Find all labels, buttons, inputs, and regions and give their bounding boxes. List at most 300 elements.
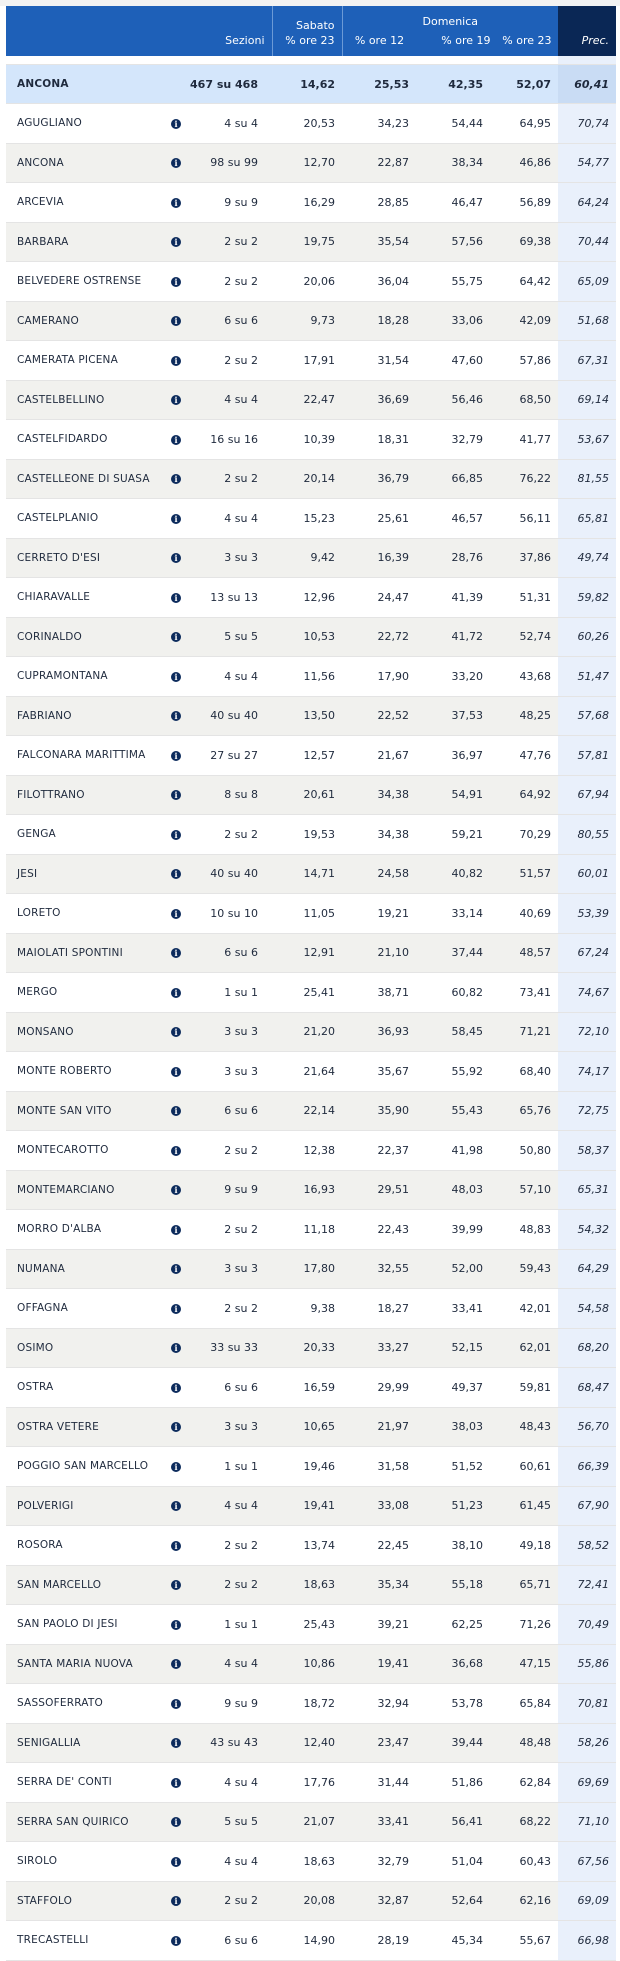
dom-19-cell: 55,43 (416, 1091, 490, 1131)
sabato-cell: 25,43 (272, 1605, 342, 1645)
info-icon-cell (166, 736, 186, 776)
comune-name: JESI (6, 854, 166, 894)
sabato-cell: 11,18 (272, 1210, 342, 1250)
comune-name: ARCEVIA (6, 183, 166, 223)
table-row (6, 499, 616, 539)
table-row (6, 1170, 616, 1210)
comune-name: SIROLO (6, 1842, 166, 1882)
dom-12-cell: 29,51 (342, 1170, 416, 1210)
info-icon[interactable]: i (171, 869, 181, 879)
dom-23-cell: 48,43 (490, 1407, 558, 1447)
dom-19-cell: 41,72 (416, 617, 490, 657)
info-icon[interactable]: i (171, 1541, 181, 1551)
table-row (6, 1842, 616, 1882)
info-icon-cell (166, 262, 186, 302)
sabato-cell: 10,86 (272, 1644, 342, 1684)
info-icon-cell (166, 696, 186, 736)
info-icon-cell (166, 933, 186, 973)
comune-name: SASSOFERRATO (6, 1684, 166, 1724)
prec-cell: 54,32 (558, 1210, 616, 1250)
table-row (6, 143, 616, 183)
info-icon[interactable]: i (171, 237, 181, 247)
comune-name: SAN PAOLO DI JESI (6, 1605, 166, 1645)
dom-23-cell: 51,57 (490, 854, 558, 894)
info-icon-cell (166, 578, 186, 618)
dom-12-cell: 35,90 (342, 1091, 416, 1131)
sabato-cell: 13,74 (272, 1526, 342, 1566)
dom-19-cell: 59,21 (416, 815, 490, 855)
prec-cell: 72,75 (558, 1091, 616, 1131)
dom-19-cell: 33,41 (416, 1289, 490, 1329)
sabato-cell: 16,29 (272, 183, 342, 223)
dom-12-cell: 32,94 (342, 1684, 416, 1724)
info-icon[interactable]: i (171, 1501, 181, 1511)
sabato-cell: 16,93 (272, 1170, 342, 1210)
prec-cell: 70,74 (558, 104, 616, 144)
info-icon[interactable]: i (171, 1778, 181, 1788)
sabato-cell: 9,42 (272, 538, 342, 578)
header-dom-12: % ore 12 (354, 34, 405, 47)
info-icon[interactable]: i (171, 790, 181, 800)
info-icon[interactable]: i (171, 672, 181, 682)
comune-name: FALCONARA MARITTIMA (6, 736, 166, 776)
dom-19-cell: 62,25 (416, 1605, 490, 1645)
sezioni-cell: 2 su 2 (186, 1131, 272, 1171)
info-icon-cell (166, 1684, 186, 1724)
comune-name: FILOTTRANO (6, 775, 166, 815)
sezioni-cell: 4 su 4 (186, 380, 272, 420)
dom-12-cell: 35,54 (342, 222, 416, 262)
prec-cell: 70,49 (558, 1605, 616, 1645)
table-row (6, 1249, 616, 1289)
dom-19-cell: 66,85 (416, 459, 490, 499)
sezioni-cell: 5 su 5 (186, 617, 272, 657)
table-row (6, 1605, 616, 1645)
sabato-cell: 19,46 (272, 1447, 342, 1487)
info-icon[interactable]: i (171, 1620, 181, 1630)
comune-name: CERRETO D'ESI (6, 538, 166, 578)
info-icon[interactable]: i (171, 1067, 181, 1077)
total-name: ANCONA (6, 65, 166, 104)
info-icon[interactable]: i (171, 830, 181, 840)
sabato-cell: 13,50 (272, 696, 342, 736)
info-icon[interactable]: i (171, 158, 181, 168)
info-icon[interactable]: i (171, 751, 181, 761)
dom-19-cell: 51,86 (416, 1763, 490, 1803)
info-icon-cell (166, 301, 186, 341)
prec-cell: 57,68 (558, 696, 616, 736)
dom-23-cell: 56,89 (490, 183, 558, 223)
sezioni-cell: 5 su 5 (186, 1802, 272, 1842)
dom-19-cell: 54,44 (416, 104, 490, 144)
table-row (6, 775, 616, 815)
sabato-cell: 20,14 (272, 459, 342, 499)
prec-cell: 66,98 (558, 1921, 616, 1961)
prec-cell: 74,17 (558, 1052, 616, 1092)
dom-12-cell: 36,04 (342, 262, 416, 302)
info-icon[interactable]: i (171, 277, 181, 287)
sezioni-cell: 33 su 33 (186, 1328, 272, 1368)
dom-12-cell: 24,47 (342, 578, 416, 618)
dom-23-cell: 76,22 (490, 459, 558, 499)
sabato-cell: 12,40 (272, 1723, 342, 1763)
dom-12-cell: 23,47 (342, 1723, 416, 1763)
info-icon[interactable]: i (171, 1817, 181, 1827)
table-row (6, 104, 616, 144)
dom-19-cell: 57,56 (416, 222, 490, 262)
comune-name: MONTE SAN VITO (6, 1091, 166, 1131)
sezioni-cell: 2 su 2 (186, 815, 272, 855)
table-row (6, 1091, 616, 1131)
dom-23-cell: 62,01 (490, 1328, 558, 1368)
comune-name: POGGIO SAN MARCELLO (6, 1447, 166, 1487)
comune-name: MONTECAROTTO (6, 1131, 166, 1171)
dom-23-cell: 65,76 (490, 1091, 558, 1131)
prec-cell: 70,44 (558, 222, 616, 262)
table-row (6, 341, 616, 381)
info-icon[interactable]: i (171, 1936, 181, 1946)
dom-23-cell: 65,71 (490, 1565, 558, 1605)
dom-19-cell: 38,10 (416, 1526, 490, 1566)
turnout-table (6, 6, 616, 1961)
info-icon[interactable]: i (171, 553, 181, 563)
info-icon-cell (166, 380, 186, 420)
dom-19-cell: 55,75 (416, 262, 490, 302)
dom-12-cell: 24,58 (342, 854, 416, 894)
dom-23-cell: 70,29 (490, 815, 558, 855)
sezioni-cell: 6 su 6 (186, 1368, 272, 1408)
sezioni-cell: 4 su 4 (186, 657, 272, 697)
dom-19-cell: 41,98 (416, 1131, 490, 1171)
dom-12-cell: 33,27 (342, 1328, 416, 1368)
dom-12-cell: 21,67 (342, 736, 416, 776)
info-icon[interactable]: i (171, 711, 181, 721)
info-icon[interactable]: i (171, 1027, 181, 1037)
table-row (6, 815, 616, 855)
dom-12-cell: 18,28 (342, 301, 416, 341)
info-icon[interactable]: i (171, 1738, 181, 1748)
prec-cell: 58,37 (558, 1131, 616, 1171)
header-sabato (272, 6, 342, 56)
comune-name: SERRA SAN QUIRICO (6, 1802, 166, 1842)
sezioni-cell: 16 su 16 (186, 420, 272, 460)
info-icon[interactable]: i (171, 514, 181, 524)
sezioni-cell: 98 su 99 (186, 143, 272, 183)
info-icon[interactable]: i (171, 119, 181, 129)
sabato-cell: 16,59 (272, 1368, 342, 1408)
info-icon-cell (166, 894, 186, 934)
info-icon[interactable]: i (171, 1264, 181, 1274)
dom-12-cell: 21,97 (342, 1407, 416, 1447)
dom-19-cell: 39,99 (416, 1210, 490, 1250)
info-icon-cell (166, 104, 186, 144)
table-row (6, 459, 616, 499)
prec-cell: 51,47 (558, 657, 616, 697)
info-icon[interactable]: i (171, 356, 181, 366)
comune-name: AGUGLIANO (6, 104, 166, 144)
sabato-cell: 22,47 (272, 380, 342, 420)
sezioni-cell: 3 su 3 (186, 1407, 272, 1447)
dom-23-cell: 61,45 (490, 1486, 558, 1526)
dom-23-cell: 47,76 (490, 736, 558, 776)
header-sabato-sub: % ore 23 (285, 34, 335, 47)
total-dom-12: 25,53 (342, 65, 416, 104)
total-dom-23: 52,07 (490, 65, 558, 104)
total-row (6, 65, 616, 104)
total-sabato: 14,62 (272, 65, 342, 104)
dom-23-cell: 57,86 (490, 341, 558, 381)
dom-12-cell: 28,19 (342, 1921, 416, 1961)
sabato-cell: 12,57 (272, 736, 342, 776)
table-row (6, 1368, 616, 1408)
sabato-cell: 18,72 (272, 1684, 342, 1724)
sezioni-cell: 4 su 4 (186, 104, 272, 144)
comune-name: POLVERIGI (6, 1486, 166, 1526)
comune-name: MONTEMARCIANO (6, 1170, 166, 1210)
table-row (6, 183, 616, 223)
table-row (6, 854, 616, 894)
table-row (6, 1210, 616, 1250)
info-icon[interactable]: i (171, 316, 181, 326)
prec-cell: 80,55 (558, 815, 616, 855)
comune-name: TRECASTELLI (6, 1921, 166, 1961)
table-row (6, 380, 616, 420)
info-icon[interactable]: i (171, 632, 181, 642)
dom-23-cell: 47,15 (490, 1644, 558, 1684)
dom-19-cell: 49,37 (416, 1368, 490, 1408)
prec-cell: 71,10 (558, 1802, 616, 1842)
header-gap (6, 56, 616, 65)
table-row (6, 301, 616, 341)
info-icon-cell (166, 1170, 186, 1210)
sezioni-cell: 4 su 4 (186, 1842, 272, 1882)
info-icon[interactable]: i (171, 1699, 181, 1709)
prec-cell: 51,68 (558, 301, 616, 341)
sezioni-cell: 6 su 6 (186, 933, 272, 973)
sezioni-cell: 8 su 8 (186, 775, 272, 815)
table-row (6, 1565, 616, 1605)
comune-name: CHIARAVALLE (6, 578, 166, 618)
sabato-cell: 14,90 (272, 1921, 342, 1961)
table-row (6, 420, 616, 460)
table-row (6, 1526, 616, 1566)
table-body (6, 56, 616, 1960)
dom-12-cell: 16,39 (342, 538, 416, 578)
table-row (6, 973, 616, 1013)
dom-12-cell: 31,44 (342, 1763, 416, 1803)
comune-name: OFFAGNA (6, 1289, 166, 1329)
sezioni-cell: 3 su 3 (186, 1012, 272, 1052)
sabato-cell: 14,71 (272, 854, 342, 894)
info-icon[interactable]: i (171, 474, 181, 484)
info-icon[interactable]: i (171, 1462, 181, 1472)
dom-23-cell: 55,67 (490, 1921, 558, 1961)
info-icon[interactable]: i (171, 1422, 181, 1432)
sezioni-cell: 9 su 9 (186, 1170, 272, 1210)
dom-19-cell: 60,82 (416, 973, 490, 1013)
sabato-cell: 9,38 (272, 1289, 342, 1329)
sabato-cell: 11,05 (272, 894, 342, 934)
comune-name: STAFFOLO (6, 1881, 166, 1921)
info-icon[interactable]: i (171, 988, 181, 998)
sabato-cell: 22,14 (272, 1091, 342, 1131)
info-icon[interactable]: i (171, 1343, 181, 1353)
info-icon-cell (166, 1289, 186, 1329)
dom-23-cell: 41,77 (490, 420, 558, 460)
info-icon[interactable]: i (171, 1857, 181, 1867)
dom-12-cell: 39,21 (342, 1605, 416, 1645)
dom-12-cell: 38,71 (342, 973, 416, 1013)
sabato-cell: 10,53 (272, 617, 342, 657)
comune-name: BARBARA (6, 222, 166, 262)
total-prec: 60,41 (558, 65, 616, 104)
comune-name: SANTA MARIA NUOVA (6, 1644, 166, 1684)
info-icon-cell (166, 1565, 186, 1605)
comune-name: LORETO (6, 894, 166, 934)
sezioni-cell: 27 su 27 (186, 736, 272, 776)
info-icon[interactable]: i (171, 909, 181, 919)
info-icon-cell (166, 499, 186, 539)
comune-name: BELVEDERE OSTRENSE (6, 262, 166, 302)
comune-name: NUMANA (6, 1249, 166, 1289)
info-icon[interactable]: i (171, 1383, 181, 1393)
sabato-cell: 10,39 (272, 420, 342, 460)
comune-name: MONTE ROBERTO (6, 1052, 166, 1092)
info-icon[interactable]: i (171, 198, 181, 208)
table-row (6, 1328, 616, 1368)
dom-19-cell: 47,60 (416, 341, 490, 381)
sezioni-cell: 13 su 13 (186, 578, 272, 618)
dom-23-cell: 64,95 (490, 104, 558, 144)
dom-12-cell: 18,27 (342, 1289, 416, 1329)
header-sezioni: Sezioni (186, 6, 272, 56)
dom-19-cell: 40,82 (416, 854, 490, 894)
sezioni-cell: 1 su 1 (186, 1605, 272, 1645)
info-icon[interactable]: i (171, 1580, 181, 1590)
dom-12-cell: 25,61 (342, 499, 416, 539)
table-row (6, 1881, 616, 1921)
sezioni-cell: 4 su 4 (186, 1644, 272, 1684)
info-icon[interactable]: i (171, 1896, 181, 1906)
info-icon[interactable]: i (171, 435, 181, 445)
info-icon-cell (166, 1012, 186, 1052)
dom-19-cell: 54,91 (416, 775, 490, 815)
info-icon[interactable]: i (171, 1659, 181, 1669)
dom-19-cell: 33,20 (416, 657, 490, 697)
dom-12-cell: 35,34 (342, 1565, 416, 1605)
dom-19-cell: 36,97 (416, 736, 490, 776)
dom-23-cell: 42,01 (490, 1289, 558, 1329)
prec-cell: 58,26 (558, 1723, 616, 1763)
prec-cell: 55,86 (558, 1644, 616, 1684)
comune-name: MAIOLATI SPONTINI (6, 933, 166, 973)
comune-name: GENGA (6, 815, 166, 855)
info-icon-cell (166, 420, 186, 460)
dom-12-cell: 31,58 (342, 1447, 416, 1487)
dom-12-cell: 22,87 (342, 143, 416, 183)
dom-12-cell: 19,21 (342, 894, 416, 934)
dom-23-cell: 68,50 (490, 380, 558, 420)
sabato-cell: 25,41 (272, 973, 342, 1013)
prec-cell: 68,47 (558, 1368, 616, 1408)
table-row (6, 1407, 616, 1447)
sabato-cell: 20,08 (272, 1881, 342, 1921)
info-icon[interactable]: i (171, 593, 181, 603)
sabato-cell: 10,65 (272, 1407, 342, 1447)
info-icon-cell (166, 1921, 186, 1961)
table-row (6, 222, 616, 262)
info-icon-cell (166, 1644, 186, 1684)
dom-19-cell: 45,34 (416, 1921, 490, 1961)
dom-19-cell: 38,34 (416, 143, 490, 183)
dom-19-cell: 52,15 (416, 1328, 490, 1368)
dom-23-cell: 51,31 (490, 578, 558, 618)
table-row (6, 933, 616, 973)
dom-12-cell: 34,38 (342, 775, 416, 815)
header-prec: Prec. (558, 6, 616, 56)
table-row (6, 1684, 616, 1724)
info-icon[interactable]: i (171, 948, 181, 958)
comune-name: MONSANO (6, 1012, 166, 1052)
info-icon[interactable]: i (171, 1106, 181, 1116)
dom-12-cell: 36,79 (342, 459, 416, 499)
sabato-cell: 17,80 (272, 1249, 342, 1289)
info-icon[interactable]: i (171, 1225, 181, 1235)
sabato-cell: 20,53 (272, 104, 342, 144)
dom-12-cell: 29,99 (342, 1368, 416, 1408)
info-icon[interactable]: i (171, 395, 181, 405)
dom-12-cell: 18,31 (342, 420, 416, 460)
info-icon[interactable]: i (171, 1146, 181, 1156)
dom-19-cell: 58,45 (416, 1012, 490, 1052)
sezioni-cell: 3 su 3 (186, 1249, 272, 1289)
table-row (6, 617, 616, 657)
info-icon-cell (166, 1368, 186, 1408)
prec-cell: 66,39 (558, 1447, 616, 1487)
table-row (6, 1012, 616, 1052)
prec-cell: 72,10 (558, 1012, 616, 1052)
dom-23-cell: 64,42 (490, 262, 558, 302)
comune-name: ANCONA (6, 143, 166, 183)
prec-cell: 74,67 (558, 973, 616, 1013)
dom-12-cell: 34,23 (342, 104, 416, 144)
dom-23-cell: 37,86 (490, 538, 558, 578)
dom-19-cell: 33,06 (416, 301, 490, 341)
dom-12-cell: 22,43 (342, 1210, 416, 1250)
sezioni-cell: 43 su 43 (186, 1723, 272, 1763)
info-icon-cell (166, 1052, 186, 1092)
prec-cell: 69,14 (558, 380, 616, 420)
table-row (6, 1921, 616, 1961)
info-icon-cell (166, 854, 186, 894)
header-domenica (342, 6, 558, 56)
info-icon[interactable]: i (171, 1304, 181, 1314)
dom-19-cell: 52,64 (416, 1881, 490, 1921)
dom-23-cell: 59,43 (490, 1249, 558, 1289)
prec-cell: 54,77 (558, 143, 616, 183)
prec-cell: 65,09 (558, 262, 616, 302)
info-icon-cell (166, 815, 186, 855)
info-icon[interactable]: i (171, 1185, 181, 1195)
info-icon-cell (166, 538, 186, 578)
dom-19-cell: 55,92 (416, 1052, 490, 1092)
comune-name: CASTELLEONE DI SUASA (6, 459, 166, 499)
dom-23-cell: 48,57 (490, 933, 558, 973)
sezioni-cell: 2 su 2 (186, 222, 272, 262)
sezioni-cell: 1 su 1 (186, 1447, 272, 1487)
dom-23-cell: 52,74 (490, 617, 558, 657)
sabato-cell: 12,91 (272, 933, 342, 973)
